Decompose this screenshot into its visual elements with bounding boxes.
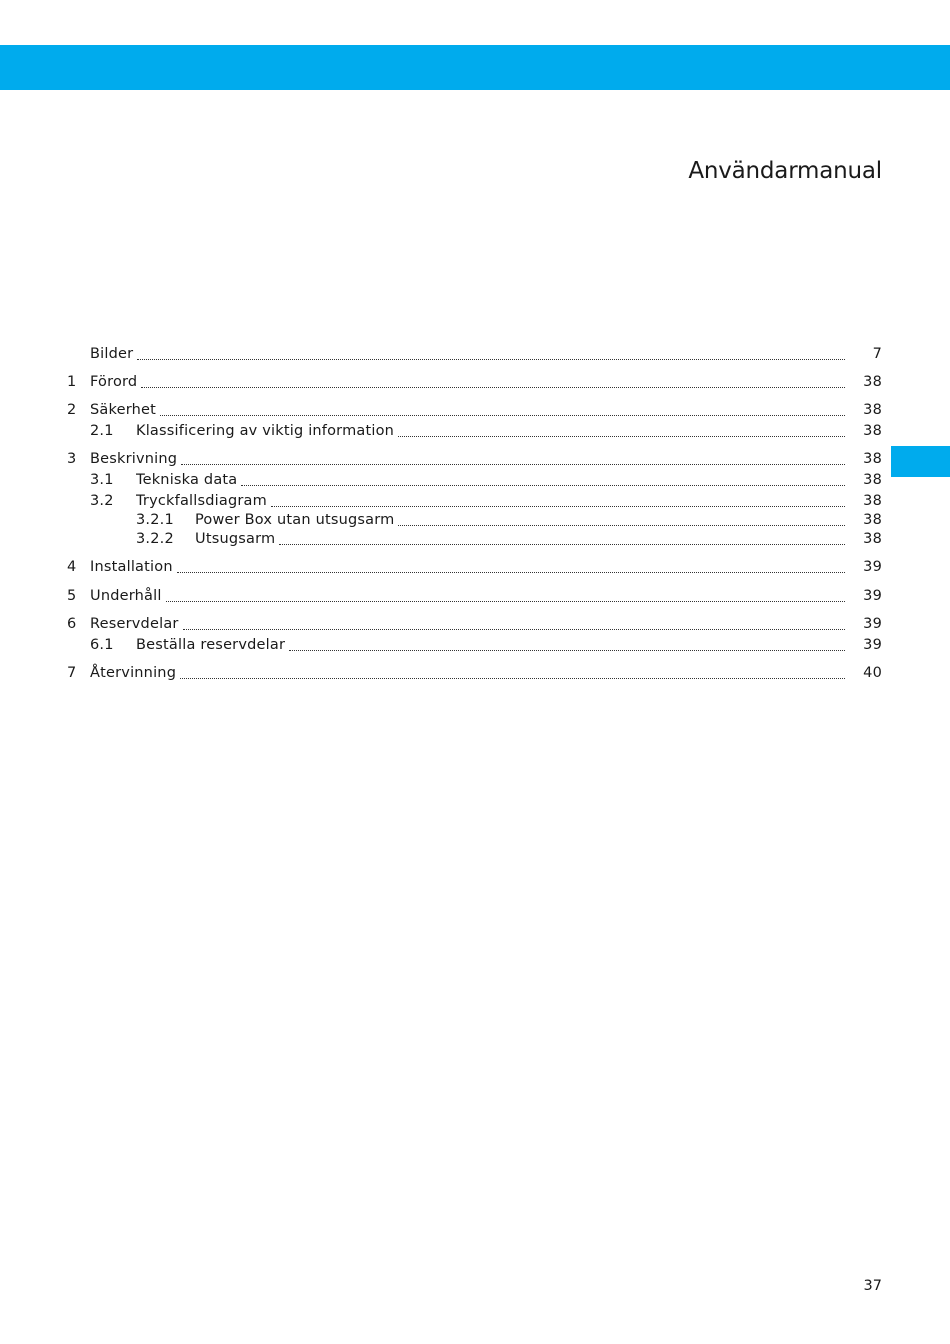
toc-entry-label: Beskrivning (90, 451, 178, 467)
toc-entry-label: Förord (90, 374, 138, 390)
toc-entry-page: 40 (863, 665, 882, 681)
toc-entry[interactable] (0, 663, 950, 683)
toc-entry-number: 3.1 (90, 472, 114, 488)
toc-entry[interactable] (0, 470, 950, 490)
page-title: Användarmanual (688, 158, 882, 185)
toc-leader-dots (160, 400, 845, 420)
toc-entry[interactable] (0, 510, 950, 530)
toc-leader-dots (166, 586, 845, 606)
toc-entry-number: 3.2.2 (136, 531, 174, 547)
toc-entry-page: 38 (863, 493, 882, 509)
toc-entry[interactable] (0, 557, 950, 577)
toc-entry-number: 4 (67, 559, 77, 575)
toc-entry[interactable] (0, 529, 950, 549)
toc-entry-page: 39 (863, 588, 882, 604)
toc-leader-dots (183, 614, 845, 634)
toc-leader-dots (279, 529, 845, 549)
toc-entry-page: 38 (863, 423, 882, 439)
toc-entry-page: 38 (863, 402, 882, 418)
toc-leader-dots (241, 470, 845, 490)
toc-leader-dots (137, 344, 845, 364)
toc-entry-label: Installation (90, 559, 173, 575)
toc-entry-label: Beställa reservdelar (136, 637, 286, 653)
toc-entry-label: Säkerhet (90, 402, 156, 418)
toc-entry[interactable] (0, 400, 950, 420)
toc-entry-page: 39 (863, 559, 882, 575)
toc-leader-dots (398, 510, 845, 530)
toc-entry-page: 7 (872, 346, 882, 362)
toc-entry-page: 39 (863, 616, 882, 632)
toc-entry[interactable] (0, 421, 950, 441)
toc-entry[interactable] (0, 614, 950, 634)
toc-entry-number: 3 (67, 451, 77, 467)
toc-entry-page: 38 (863, 451, 882, 467)
toc-leader-dots (181, 449, 845, 469)
toc-leader-dots (271, 491, 845, 511)
toc-entry[interactable] (0, 344, 950, 364)
toc-entry-label: Reservdelar (90, 616, 179, 632)
toc-leader-dots (177, 557, 845, 577)
toc-leader-dots (141, 372, 845, 392)
toc-entry-number: 6 (67, 616, 77, 632)
toc-entry-page: 38 (863, 374, 882, 390)
toc-entry-page: 39 (863, 637, 882, 653)
toc-entry-number: 7 (67, 665, 77, 681)
toc-entry-page: 38 (863, 472, 882, 488)
toc-entry[interactable] (0, 586, 950, 606)
toc-entry-label: Klassificering av viktig information (136, 423, 395, 439)
toc-entry-page: 38 (863, 531, 882, 547)
toc-entry-label: Utsugsarm (195, 531, 276, 547)
toc-entry[interactable] (0, 372, 950, 392)
toc-entry-number: 3.2 (90, 493, 114, 509)
toc-leader-dots (180, 663, 845, 683)
toc-leader-dots (289, 635, 845, 655)
toc-entry-label: Tekniska data (136, 472, 238, 488)
toc-entry-number: 2.1 (90, 423, 114, 439)
toc-entry-label: Tryckfallsdiagram (136, 493, 267, 509)
toc-entry[interactable] (0, 491, 950, 511)
toc-entry-label: Bilder (90, 346, 134, 362)
toc-entry-label: Underhåll (90, 588, 162, 604)
toc-entry-page: 38 (863, 512, 882, 528)
page-number: 37 (863, 1278, 882, 1294)
toc-entry-label: Återvinning (90, 665, 177, 681)
toc-entry[interactable] (0, 635, 950, 655)
toc-entry-number: 2 (67, 402, 77, 418)
toc-entry-number: 3.2.1 (136, 512, 174, 528)
toc-entry[interactable] (0, 449, 950, 469)
toc-entry-label: Power Box utan utsugsarm (195, 512, 395, 528)
toc-entry-number: 1 (67, 374, 77, 390)
toc-entry-number: 6.1 (90, 637, 114, 653)
toc-leader-dots (398, 421, 845, 441)
toc-entry-number: 5 (67, 588, 77, 604)
